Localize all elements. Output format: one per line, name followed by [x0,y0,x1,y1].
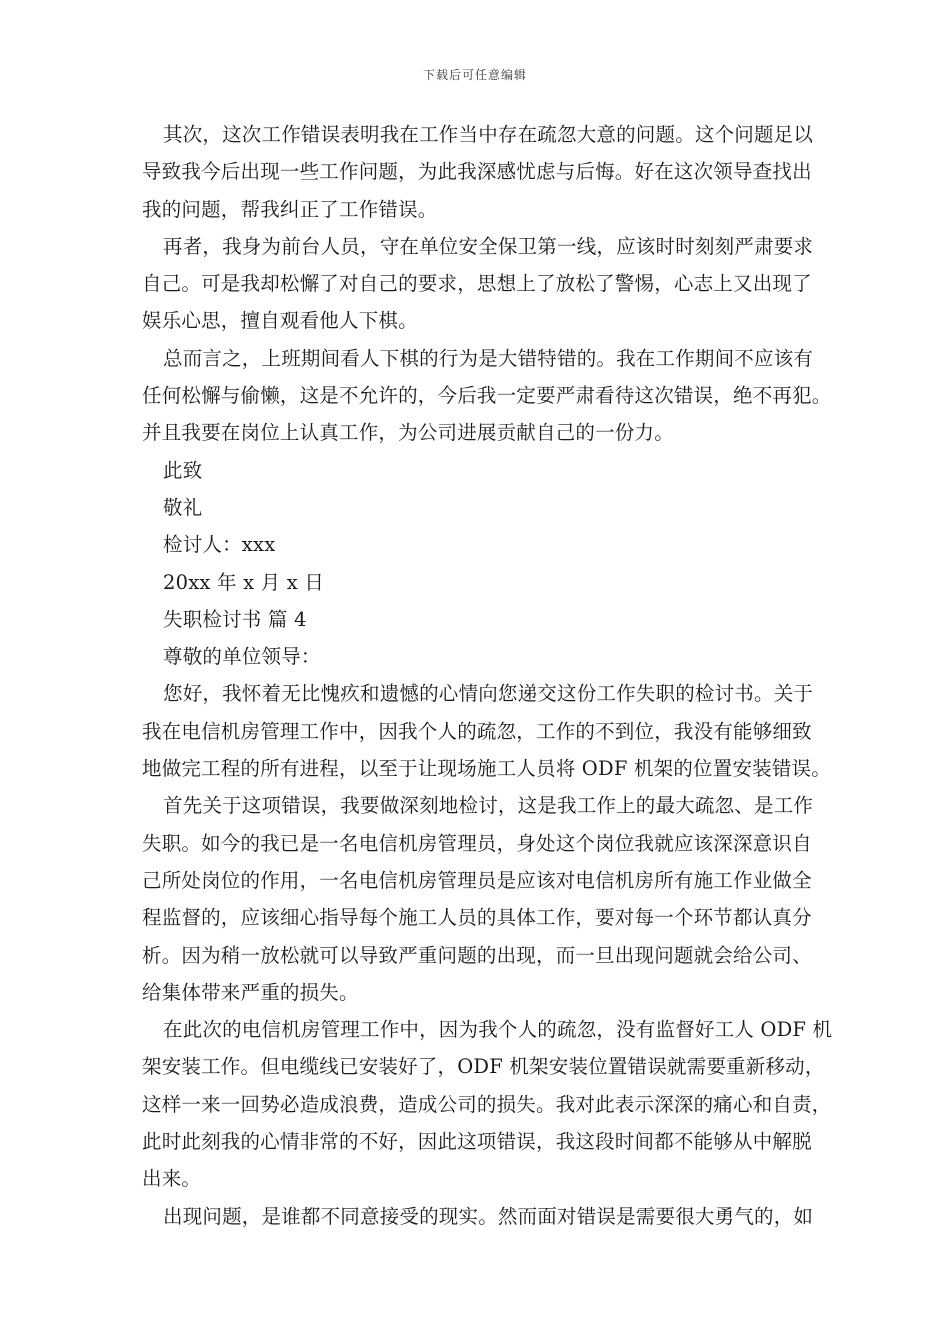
text-line: 在此次的电信机房管理工作中，因为我个人的疏忽，没有监督好工人 ODF 机 [163,1018,833,1042]
text-line: 程监督的，应该细心指导每个施工人员的具体工作，要对每一个环节都认真分 [142,906,812,930]
section-title: 失职检讨书 篇 4 [163,607,307,631]
document-body [142,116,833,1235]
text-line: 娱乐心思，擅自观看他人下棋。 [142,309,418,333]
text-line: 自己。可是我却松懈了对自己的要求，思想上了放松了警惕，心志上又出现了 [142,272,812,296]
greeting-line: 尊敬的单位领导： [163,645,321,669]
page-header-note: 下载后可任意编辑 [422,68,527,82]
closing-salutation: 此致 [163,458,203,482]
text-line: 己所处岗位的作用，一名电信机房管理员是应该对电信机房所有施工作业做全 [142,868,812,892]
text-line: 您好，我怀着无比愧疚和遗憾的心情向您递交这份工作失职的检讨书。关于 [163,682,814,706]
text-line: 我的问题，帮我纠正了工作错误。 [142,197,438,221]
signature-line: 检讨人：xxx [163,533,276,557]
text-line: 我在电信机房管理工作中，因我个人的疏忽，工作的不到位，我没有能够细致 [142,719,812,743]
text-line: 再者，我身为前台人员，守在单位安全保卫第一线，应该时时刻刻严肃要求 [163,234,814,258]
text-line: 导致我今后出现一些工作问题，为此我深感忧虑与后悔。好在这次领导查找出 [142,160,812,184]
date-line: 20xx 年 x 月 x 日 [163,570,325,594]
text-line: 给集体带来严重的损失。 [142,980,359,1004]
text-line: 其次，这次工作错误表明我在工作当中存在疏忽大意的问题。这个问题足以 [163,123,814,146]
text-line: 失职。如今的我已是一名电信机房管理员，身处这个岗位我就应该深深意识自 [142,831,812,855]
text-line: 首先关于这项错误，我要做深刻地检讨，这是我工作上的最大疏忽、是工作 [163,794,814,818]
text-line: 此时此刻我的心情非常的不好，因此这项错误，我这段时间都不能够从中解脱 [142,1130,812,1154]
text-line: 出现问题，是谁都不同意接受的现实。然而面对错误是需要很大勇气的，如 [163,1204,814,1228]
closing-regards: 敬礼 [163,495,203,519]
text-line: 总而言之，上班期间看人下棋的行为是大错特错的。我在工作期间不应该有 [163,346,814,370]
text-line: 析。因为稍一放松就可以导致严重问题的出现，而一旦出现问题就会给公司、 [142,943,812,967]
text-line: 并且我要在岗位上认真工作，为公司进展贡献自己的一份力。 [142,421,674,445]
text-line: 这样一来一回势必造成浪费，造成公司的损失。我对此表示深深的痛心和自责， [142,1092,832,1116]
text-line: 任何松懈与偷懒，这是不允许的，今后我一定要严肃看待这次错误，绝不再犯。 [142,384,832,408]
text-line: 地做完工程的所有进程，以至于让现场施工人员将 ODF 机架的位置安装错误。 [142,757,831,781]
text-line: 出来。 [142,1167,202,1191]
text-line: 架安装工作。但电缆线已安装好了，ODF 机架安装位置错误就需要重新移动， [142,1055,825,1079]
